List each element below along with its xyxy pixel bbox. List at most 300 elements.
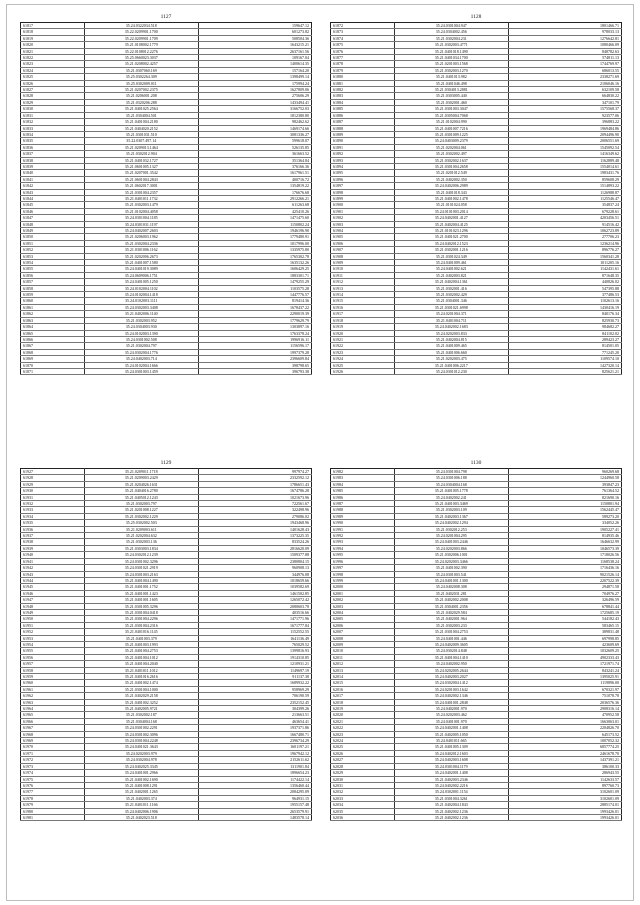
row-id: 61873 (331, 29, 395, 35)
row-value: 544182.43 (508, 616, 622, 622)
row-id: 62002 (331, 597, 395, 603)
row-value: 978033.13 (508, 29, 622, 35)
row-id: 62009 (331, 641, 395, 647)
row-id: 61923 (331, 349, 395, 355)
row-value: 1905227.41 (508, 526, 622, 532)
row-code: 35.21.0401009.465 (395, 343, 508, 349)
row-value: 423609.69 (508, 641, 622, 647)
row-code: 35.21.0401008.1291 (85, 782, 198, 788)
row-id: 61837 (21, 151, 85, 157)
row-id: 61836 (21, 144, 85, 150)
row-id: 62014 (331, 674, 395, 680)
row-value: 1812380.80 (198, 112, 312, 118)
row-id: 61845 (21, 202, 85, 208)
row-value: 304399.26 (198, 706, 312, 712)
table-row (21, 368, 312, 374)
row-code: 35.21.0401001.1752 (85, 584, 198, 590)
row-id: 61877 (331, 55, 395, 61)
row-code: 35.21.0402004.1843 (395, 802, 508, 808)
row-code: 35.24.0402003.1608 (395, 757, 508, 763)
row-id: 61848 (21, 221, 85, 227)
row-code: 35.21.0401001.1423 (85, 590, 198, 596)
row-id: 61949 (21, 609, 85, 615)
row-code: 35.21.0302003.109 (395, 507, 508, 513)
row-code: 35.21.0402029.2158 (85, 693, 198, 699)
row-code: 35.21.0302003.136 (85, 539, 198, 545)
row-code: 35.21.0401001.1605 (85, 597, 198, 603)
row-value: 2080603.78 (198, 603, 312, 609)
row-value: 1635132.26 (198, 260, 312, 266)
row-code: 35.22.0108012.2276 (85, 48, 198, 54)
row-code: 35.24.0102004.1102 (85, 285, 198, 291)
row-id: 62035 (331, 808, 395, 814)
row-code: 35.24.0304004.168 (395, 481, 508, 487)
row-value: 722561.67 (198, 501, 312, 507)
row-code: 35.21.0401002.1474 (85, 680, 198, 686)
row-id: 61822 (21, 55, 85, 61)
row-value: 1427320.14 (508, 362, 622, 368)
row-code: 35.24.0609006.1751 (85, 272, 198, 278)
row-code: 35.21.0304004.168 (85, 718, 198, 724)
row-value: 911137.38 (198, 674, 312, 680)
row-code: 35.24.0401019.3089 (85, 266, 198, 272)
row-value: 1102613.16 (508, 298, 622, 304)
row-code: 35.24.0402003.2027 (395, 674, 508, 680)
row-value: 1779629.79 (198, 317, 312, 323)
row-code: 35.24.0202003.833 (395, 330, 508, 336)
row-id: 61988 (331, 507, 395, 513)
row-code: 35.21.0209013.1464 (85, 144, 198, 150)
row-code: 35.24.0301004.947 (395, 23, 508, 29)
row-id: 62000 (331, 584, 395, 590)
row-value: 1689932.22 (198, 680, 312, 686)
row-code: 35.21.0402023.518 (85, 814, 198, 820)
row-id: 61840 (21, 170, 85, 176)
row-id: 61976 (21, 782, 85, 788)
row-id: 61972 (21, 757, 85, 763)
row-id: 61847 (21, 215, 85, 221)
row-code: 35.24.0302004.1776 (85, 349, 198, 355)
row-value: 175994.24 (198, 80, 312, 86)
row-code: 35.24.0402006.2989 (395, 183, 508, 189)
row-code: 35.21.0301003.3047 (395, 106, 508, 112)
row-value: 761364.52 (508, 488, 622, 494)
row-id: 61890 (331, 138, 395, 144)
row-id: 61930 (21, 488, 85, 494)
row-id: 61844 (21, 195, 85, 201)
row-code: 35.21.0402004.1361 (395, 279, 508, 285)
row-code: 35.24.0401003.2446 (395, 539, 508, 545)
row-id: 61933 (21, 507, 85, 513)
row-value: 1210931.21 (198, 661, 312, 667)
row-code: 35.21.0202003.475 (395, 356, 508, 362)
row-value: 1156596.17 (198, 343, 312, 349)
row-id: 61903 (331, 221, 395, 227)
row-code: 35.21.0204026.1631 (85, 481, 198, 487)
row-code: 35.21.0301004.3261 (395, 795, 508, 801)
row-id: 61967 (21, 725, 85, 731)
row-code: 35.21.0209011.1718 (85, 469, 198, 475)
row-code: 35.21.0401032.1727 (85, 157, 198, 163)
row-id: 61909 (331, 260, 395, 266)
row-code: 35.21.0301006.1162 (85, 247, 198, 253)
row-value: 3102601.09 (508, 789, 622, 795)
row-id: 62026 (331, 750, 395, 756)
row-id: 61912 (331, 279, 395, 285)
row-value: 334052.26 (508, 520, 622, 526)
row-id: 61858 (21, 285, 85, 291)
row-id: 61892 (331, 151, 395, 157)
row-value: 326496.59 (508, 597, 622, 603)
row-id: 61818 (21, 29, 85, 35)
row-code: 35.24.0402002.1294 (395, 520, 508, 526)
row-id: 61924 (331, 356, 395, 362)
row-id: 61894 (331, 163, 395, 169)
row-value: 1646632.99 (508, 539, 622, 545)
row-value: 1430416.19 (508, 304, 622, 310)
row-code: 35.24.0402006.1906 (85, 808, 198, 814)
row-code: 35.24.0202003.866 (395, 545, 508, 551)
row-code: 35.21.0304013.2881 (395, 87, 508, 93)
quadrant-title: 1127 (160, 14, 172, 20)
row-id: 61849 (21, 228, 85, 234)
row-id: 61853 (21, 253, 85, 259)
row-value: 1678437.22 (198, 304, 312, 310)
row-code: 35.21.0202004.632 (85, 533, 198, 539)
row-value: 400716.72 (198, 176, 312, 182)
row-id: 61921 (331, 336, 395, 342)
row-value: 526135.85 (198, 144, 312, 150)
row-code: 35.24.0402002.1683 (395, 324, 508, 330)
row-code: 35.24.0402003.714 (85, 356, 198, 362)
row-code: 35.24.0302003.3408 (85, 304, 198, 310)
row-code: 35.21.0301004.2357 (85, 189, 198, 195)
row-value: 1663063.01 (508, 718, 622, 724)
row-value: 351364.84 (198, 157, 312, 163)
row-id: 61867 (21, 343, 85, 349)
row-code: 35.24.0401009.461 (395, 260, 508, 266)
row-code: 35.21.0401004.1012 (85, 654, 198, 660)
row-id: 61839 (21, 163, 85, 169)
row-code: 35.21.0303005.440 (395, 93, 508, 99)
row-code: 35.21.0304004.501 (85, 112, 198, 118)
row-id: 61925 (331, 362, 395, 368)
row-code: 35.21.0401004.1410 (395, 654, 508, 660)
row-code: 35.25.0660023.3037 (85, 55, 198, 61)
row-value: 599618.07 (198, 138, 312, 144)
row-code: 35.21.0401011.1166 (85, 802, 198, 808)
row-id: 61981 (21, 814, 85, 820)
row-code: 35.24.0102004.1418 (85, 292, 198, 298)
row-value: 1483578.14 (198, 814, 312, 820)
row-id: 61986 (331, 494, 395, 500)
row-id: 61841 (21, 176, 85, 182)
row-value: 1119896.00 (508, 680, 622, 686)
row-code: 35.24.0401001.970 (395, 718, 508, 724)
row-value: 1514893.22 (508, 183, 622, 189)
row-id: 61871 (21, 368, 85, 374)
row-value: 1276642.81 (508, 35, 622, 41)
row-id: 61989 (331, 513, 395, 519)
row-value: 396883.22 (508, 119, 622, 125)
row-code: 35.24.0202003.3466 (395, 558, 508, 564)
row-value: 1018659.66 (198, 577, 312, 583)
row-id: 61993 (331, 539, 395, 545)
row-code: 35.24.0301021.2919 (85, 565, 198, 571)
row-code: 35.21.0101024.058 (395, 202, 508, 208)
row-id: 61902 (331, 215, 395, 221)
row-code: 35.21.0201012.549 (395, 170, 508, 176)
row-code: 35.24.0201004.295 (395, 533, 508, 539)
table-row (331, 368, 622, 374)
row-value: 1174422.14 (198, 776, 312, 782)
row-id: 61935 (21, 520, 85, 526)
row-code: 35.21.0401021.2700 (395, 234, 508, 240)
row-id: 61880 (331, 74, 395, 80)
row-value: 825621.21 (508, 368, 622, 374)
row-value: 914516.42 (508, 221, 622, 227)
row-value: 1725685.19 (508, 609, 622, 615)
row-value: 1149697.19 (198, 667, 312, 673)
row-value: 1469174.66 (198, 125, 312, 131)
row-id: 61948 (21, 603, 85, 609)
row-code: 35.24.0304003.930 (85, 324, 198, 330)
row-code: 35.24.0301002.2291 (85, 725, 198, 731)
row-value: 1554014.61 (508, 163, 622, 169)
row-id: 61957 (21, 661, 85, 667)
quadrant-1130 (330, 458, 622, 821)
row-code: 35.21.0301004.2296 (85, 616, 198, 622)
row-value: 1601197.21 (198, 744, 312, 750)
row-id: 62029 (331, 770, 395, 776)
row-value: 871648.35 (508, 272, 622, 278)
row-id: 61875 (331, 42, 395, 48)
row-value: 470952.58 (508, 712, 622, 718)
row-id: 61982 (331, 469, 395, 475)
row-value: 825930.73 (508, 317, 622, 323)
row-code: 35.24.0402025.3345 (85, 763, 198, 769)
row-id: 62030 (331, 776, 395, 782)
row-value: 1955157.48 (198, 802, 312, 808)
quadrant-1128 (330, 12, 622, 375)
row-id: 61857 (21, 279, 85, 285)
row-id: 61934 (21, 513, 85, 519)
row-id: 61856 (21, 272, 85, 278)
row-id: 61843 (21, 189, 85, 195)
row-value: 1937371.86 (198, 725, 312, 731)
row-value: 1354819.22 (198, 183, 312, 189)
row-id: 61954 (21, 641, 85, 647)
row-code: 35.21.0402029.584 (395, 609, 508, 615)
row-value: 601273.82 (198, 29, 312, 35)
row-code: 35.21.0405012.1243 (85, 494, 198, 500)
row-value: 294871.58 (508, 584, 622, 590)
row-value: 393847.23 (508, 481, 622, 487)
row-value: 1150802.24 (198, 221, 312, 227)
row-id: 61881 (331, 80, 395, 86)
row-id: 61920 (331, 330, 395, 336)
row-id: 61939 (21, 545, 85, 551)
row-value: 2396609.84 (198, 356, 312, 362)
row-id: 61842 (21, 183, 85, 189)
row-code: 35.21.0401003.1993 (85, 641, 198, 647)
row-code: 35.24.0402002.950 (395, 661, 508, 667)
row-id: 61879 (331, 67, 395, 73)
row-id: 61944 (21, 577, 85, 583)
row-id: 62013 (331, 667, 395, 673)
row-value: 751078.78 (508, 693, 622, 699)
row-code: 35.21.0402031.281 (395, 590, 508, 596)
row-code: 35.24.0302014.848 (395, 648, 508, 654)
row-value: 2006551.69 (508, 138, 622, 144)
row-value: 347101.79 (508, 99, 622, 105)
row-code: 35.21.0401011.1012 (85, 667, 198, 673)
row-code: 35.21.0401003.3469 (395, 501, 508, 507)
row-code: 35.24.0401011.665 (395, 738, 508, 744)
row-id: 61870 (21, 362, 85, 368)
row-id: 61893 (331, 157, 395, 163)
row-code: 35.24.0301003.541 (395, 571, 508, 577)
row-value: 984682.27 (508, 324, 622, 330)
row-value: 1401628.43 (198, 526, 312, 532)
row-id: 61846 (21, 208, 85, 214)
row-value: 771245.20 (508, 349, 622, 355)
row-code: 35.22.0209901.1709 (85, 35, 198, 41)
row-code: 35.21.0401034.1700 (395, 55, 508, 61)
row-code: 35.21.0302004.797 (85, 343, 198, 349)
row-value: 425410.26 (198, 208, 312, 214)
row-code: 35.21.0401018.343 (395, 189, 508, 195)
row-id: 61832 (21, 119, 85, 125)
row-code: 35.21.0301005.3296 (85, 603, 198, 609)
row-value: 997974.27 (198, 469, 312, 475)
row-value: 213663.51 (198, 712, 312, 718)
row-value: 960269.68 (508, 469, 622, 475)
row-value: 377486.53 (508, 292, 622, 298)
row-value: 1993426.01 (508, 808, 622, 814)
row-id: 61919 (331, 324, 395, 330)
row-value: 1398499.14 (198, 74, 312, 80)
row-id: 61913 (331, 285, 395, 291)
row-code: 35.21.0401003.379 (85, 635, 198, 641)
row-value: 840176.34 (508, 311, 622, 317)
row-code: 35.21.0302003.233 (395, 622, 508, 628)
row-value: 2332592.12 (198, 475, 312, 481)
row-id: 61955 (21, 648, 85, 654)
row-id: 61900 (331, 202, 395, 208)
row-value: 765029.52 (198, 641, 312, 647)
row-value: 704976.27 (508, 590, 622, 596)
row-id: 61884 (331, 99, 395, 105)
row-value: 2816620.09 (198, 545, 312, 551)
row-id: 61910 (331, 266, 395, 272)
row-value: 4203456.51 (508, 215, 622, 221)
row-id: 61992 (331, 533, 395, 539)
row-id: 62032 (331, 789, 395, 795)
row-code: 35.21.0302001.460 (395, 99, 508, 105)
row-code: 35.24.0401001.1300 (395, 577, 508, 583)
row-id: 61929 (21, 481, 85, 487)
row-code: 35.24.0402001.1408 (395, 725, 508, 731)
row-id: 62019 (331, 706, 395, 712)
row-code: 35.24.0202003.979 (85, 750, 198, 756)
row-id: 62020 (331, 712, 395, 718)
row-id: 62004 (331, 609, 395, 615)
row-code: 35.24.0402009.3605 (395, 641, 508, 647)
row-code: 35.21.0302002.497 (395, 151, 508, 157)
row-id: 61817 (21, 23, 85, 29)
row-value: 2653579.91 (198, 808, 312, 814)
row-code: 35.21.0302006.1001 (395, 552, 508, 558)
row-code: 35.21.0402003.1367 (395, 513, 508, 519)
row-value: 670321.97 (508, 686, 622, 692)
row-value: 1021673.96 (198, 494, 312, 500)
row-code: 35.21.0301004.2658 (395, 163, 508, 169)
row-value: 982462.62 (198, 119, 312, 125)
row-code: 35.21.0401002.390 (395, 565, 508, 571)
row-code: 35.24.0402012.1603 (395, 750, 508, 756)
row-value: 508504.36 (198, 35, 312, 41)
row-value: 1103575.28 (198, 285, 312, 291)
row-id: 62006 (331, 622, 395, 628)
row-code: 35.24.0301002.3296 (85, 558, 198, 564)
row-value: 1896654.23 (198, 770, 312, 776)
row-code: 35.21.0402005.1050 (395, 731, 508, 737)
row-id: 61964 (21, 706, 85, 712)
row-value: 1718026.56 (508, 552, 622, 558)
row-code: 35.21.0206001.208 (85, 93, 198, 99)
row-value: 859608.29 (508, 176, 622, 182)
row-code: 35.21.0209003.2429 (85, 475, 198, 481)
row-code: 35.21.0108002.1779 (85, 42, 198, 48)
row-id: 61850 (21, 234, 85, 240)
row-id: 61833 (21, 125, 85, 131)
row-value: 814501.05 (508, 343, 622, 349)
row-code: 35.21.0402002.1236 (395, 814, 508, 820)
row-code: 35.21.0302003.797 (85, 501, 198, 507)
row-value: 2152611.62 (198, 757, 312, 763)
row-value: 1150801.94 (508, 501, 622, 507)
row-value: 1416349.62 (508, 151, 622, 157)
row-value: 1969484.86 (508, 125, 622, 131)
row-id: 61888 (331, 125, 395, 131)
row-code: 35.21.0307060.169 (85, 67, 198, 73)
row-id: 62008 (331, 635, 395, 641)
row-code: 35.21.0601004.2843 (85, 176, 198, 182)
row-code: 35.21.0402004.4125 (395, 221, 508, 227)
row-code: 35.24.0301031.1197 (85, 221, 198, 227)
row-code: 35.21.0401004.711 (395, 317, 508, 323)
row-id: 61946 (21, 590, 85, 596)
row-id: 61830 (21, 106, 85, 112)
row-value: 678841.44 (508, 603, 622, 609)
row-value: 679228.61 (508, 208, 622, 214)
row-id: 61950 (21, 616, 85, 622)
row-value: 376166.36 (198, 163, 312, 169)
row-code: 35.24.0301004.1179 (395, 763, 508, 769)
row-id: 62011 (331, 654, 395, 660)
row-code: 35.24.0401021.3643 (85, 744, 198, 750)
row-id: 62028 (331, 763, 395, 769)
row-value: 841102.02 (508, 330, 622, 336)
row-code: 35.24.0301004.1185 (85, 215, 198, 221)
row-id: 61991 (331, 526, 395, 532)
row-value: 1779480.91 (198, 234, 312, 240)
row-code: 35.25.0302009.011 (85, 80, 198, 86)
data-table (330, 22, 622, 375)
row-value: 611263.68 (198, 202, 312, 208)
row-value: 664830.22 (508, 93, 622, 99)
